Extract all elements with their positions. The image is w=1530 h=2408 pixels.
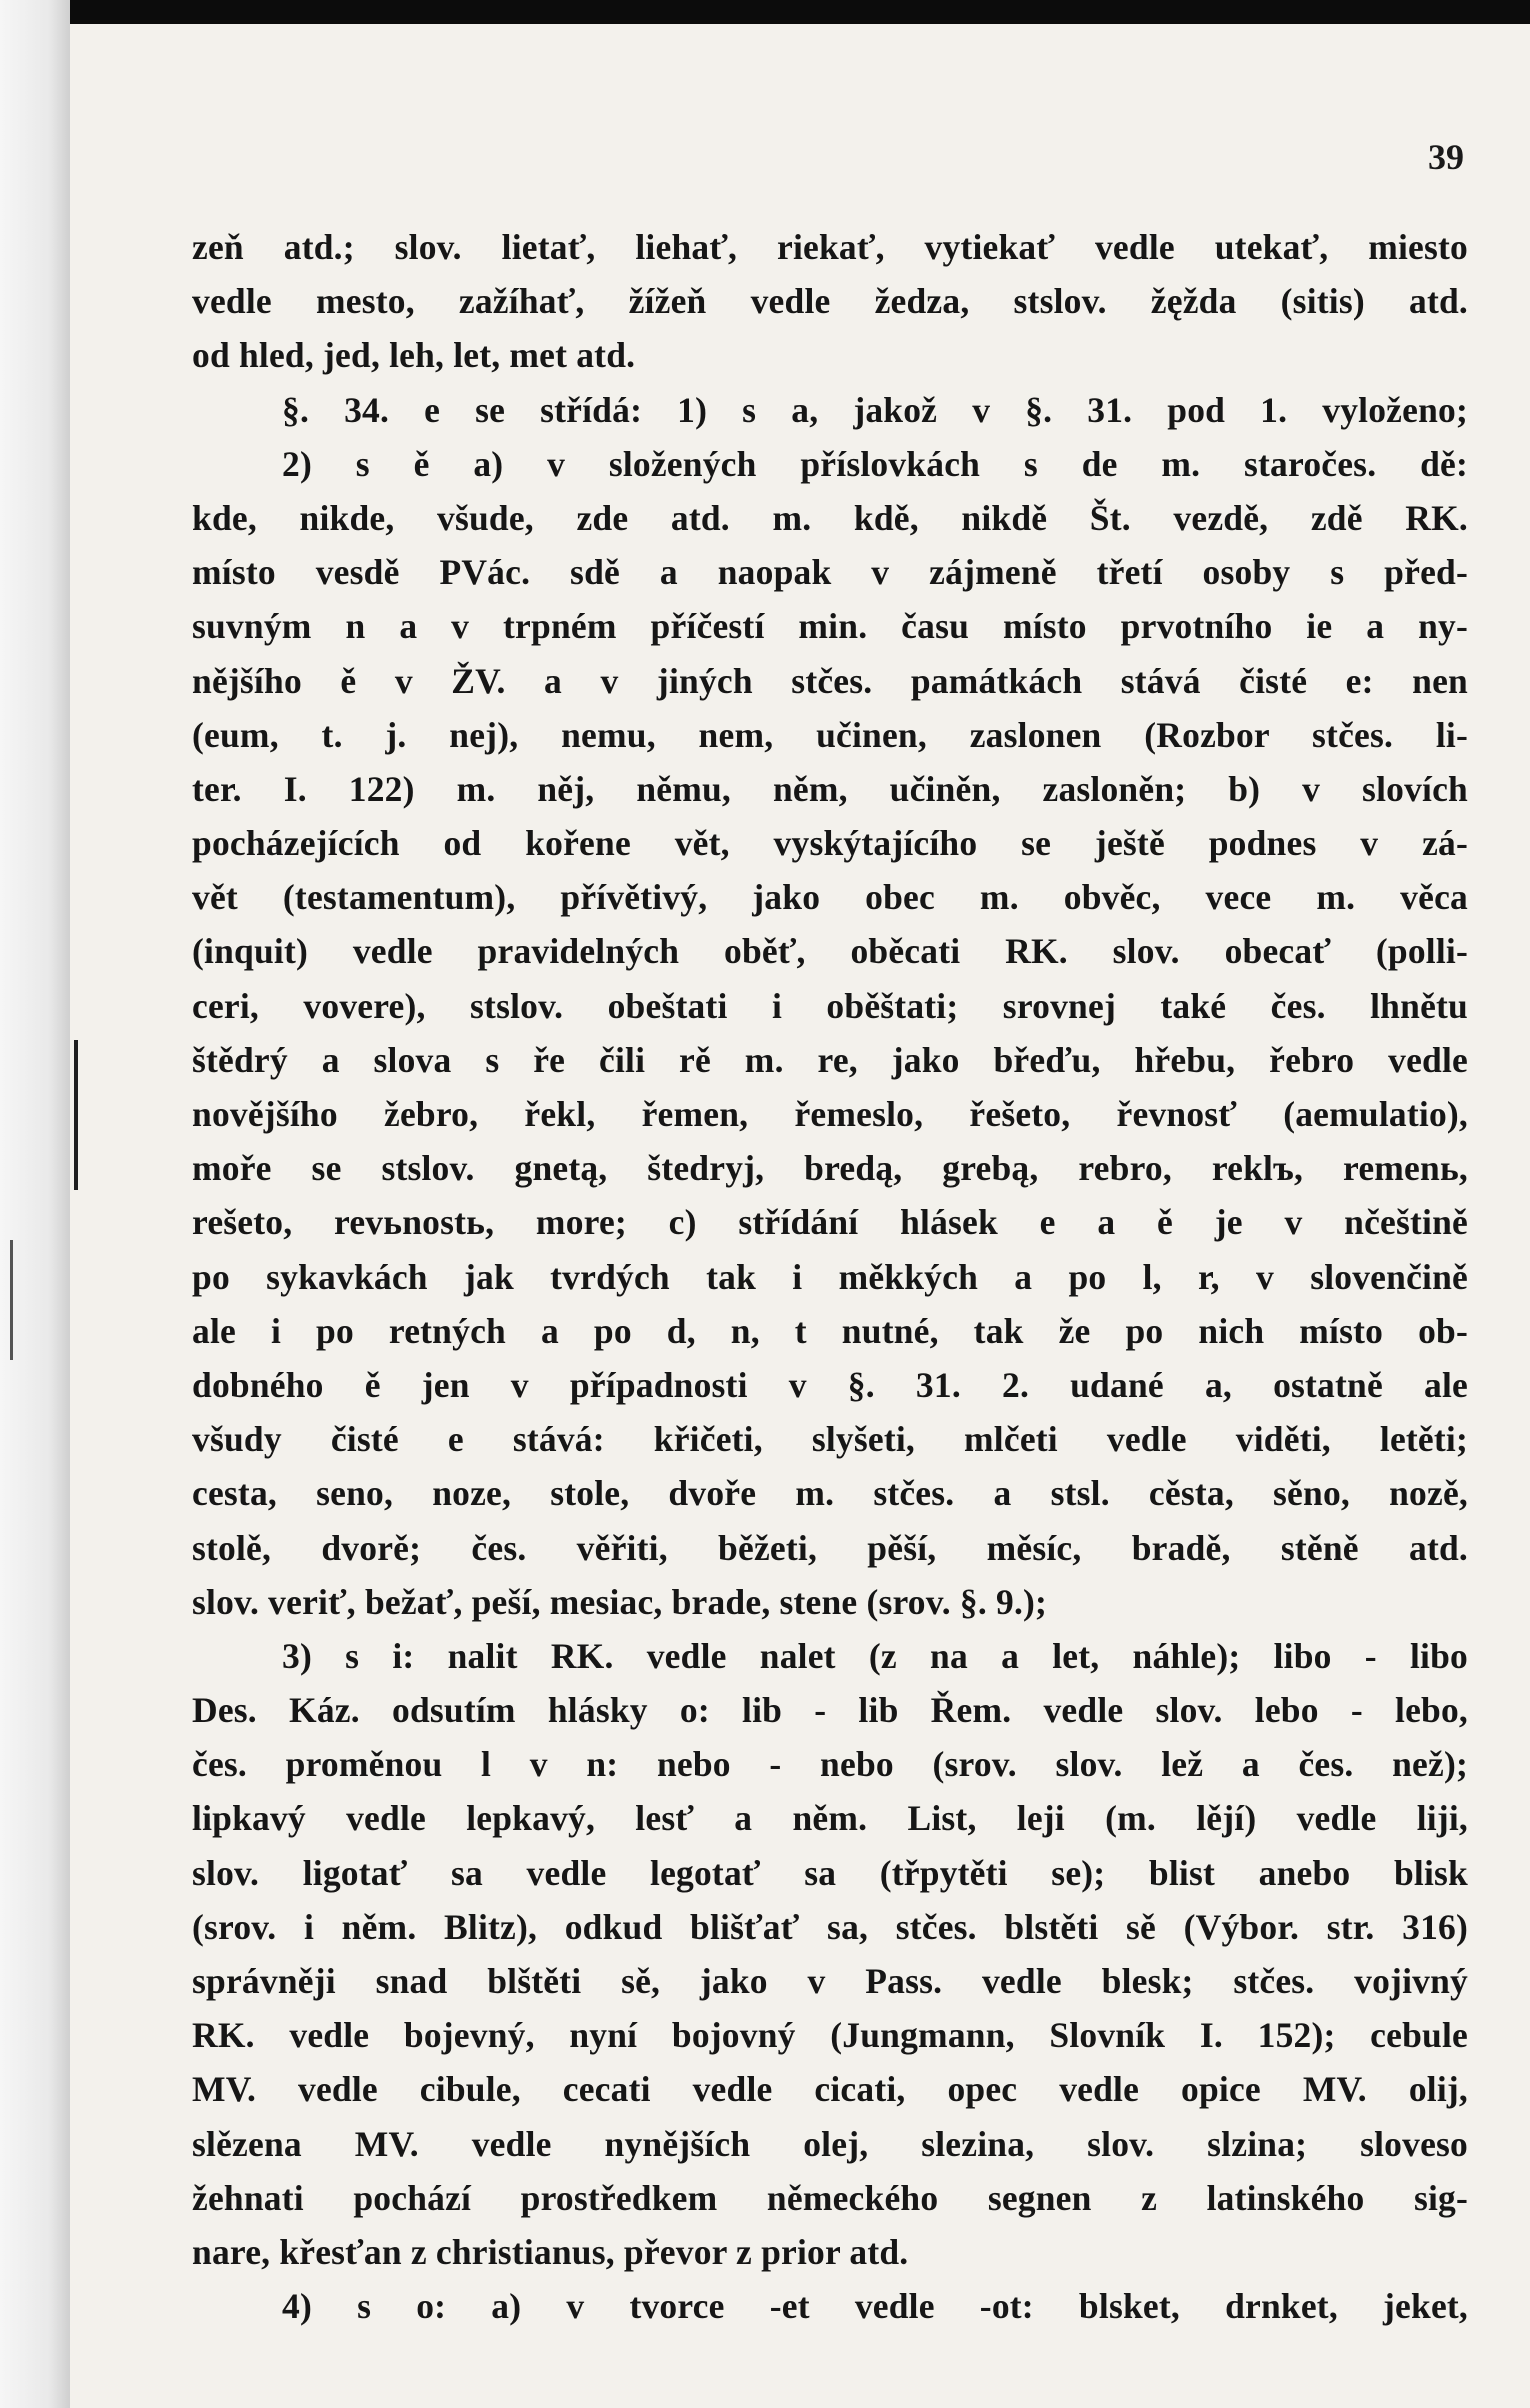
text-line: nare, křesťan z christianus, převor z prior atd. [192, 2231, 909, 2272]
text-line: moře se stslov. gnetą, štedryj, bredą, grebą, rebro, reklъ, remenь, [192, 1148, 1468, 1189]
book-page [70, 24, 1530, 2408]
text-line: (inquit) vedle pravidelných oběť, oběcati RK. slov. obecať (polli- [192, 931, 1468, 972]
text-line: vět (testamentum), přívětivý, jako obec m. obvěc, vece m. věca [192, 877, 1468, 918]
margin-mark [74, 1040, 78, 1190]
text-line: všudy čisté e stává: křičeti, slyšeti, mlčeti vedle viděti, letěti; [192, 1419, 1468, 1460]
text-line: suvným n a v trpném příčestí min. času místo prvotního ie a ny- [192, 606, 1468, 647]
text-line: ter. I. 122) m. něj, němu, něm, učiněn, zasloněn; b) v slovích [192, 768, 1468, 809]
page-text [192, 220, 1468, 2333]
text-line: čes. proměnou l v n: nebo - nebo (srov. slov. lež a čes. než); [192, 1744, 1468, 1785]
text-line: novějšího žebro, řekl, řemen, řemeslo, řešeto, řevnosť (aemulatio), [192, 1094, 1468, 1134]
text-line: zeň atd.; slov. lietať, liehať, riekať, vytiekať vedle utekať, miesto [192, 227, 1468, 267]
text-line: slězena MV. vedle nynějších olej, slezina, slov. slzina; sloveso [192, 2123, 1468, 2164]
text-line: MV. vedle cibule, cecati vedle cicati, opec vedle opice MV. olij, [192, 2069, 1468, 2110]
text-line: kde, nikde, všude, zde atd. m. kdě, nikdě Št. vezdě, zdě RK. [192, 497, 1468, 538]
text-line: 2) s ě a) v složených příslovkách s de m. staročes. dě: [282, 443, 1468, 484]
text-line: slov. veriť, bežať, peší, mesiac, brade, stene (srov. §. 9.); [192, 1581, 1048, 1622]
text-line: §. 34. e se střídá: 1) s a, jakož v §. 31. pod 1. vyloženo; [282, 389, 1468, 430]
scan-left-margin [0, 0, 70, 2408]
scan-top-border [0, 0, 1530, 24]
text-line: Des. Káz. odsutím hlásky o: lib - lib Řem. vedle slov. lebo - lebo, [192, 1690, 1468, 1731]
page-number: 39 [1428, 137, 1464, 177]
text-line: vedle mesto, zažíhať, žížeň vedle žedza, stslov. žęžda (sitis) atd. [192, 281, 1468, 322]
text-line: (eum, t. j. nej), nemu, nem, učinen, zaslonen (Rozbor stčes. li- [192, 714, 1468, 755]
text-line: RK. vedle bojevný, nyní bojovný (Jungmann, Slovník I. 152); cebule [192, 2015, 1468, 2056]
text-line: 4) s o: a) v tvorce -et vedle -ot: blsket, drnket, jeket, [282, 2286, 1468, 2327]
text-line: lipkavý vedle lepkavý, lesť a něm. List, leji (m. lějí) vedle liji, [192, 1798, 1468, 1839]
text-line: ale i po retných a po d, n, t nutné, tak že po nich místo ob- [192, 1310, 1468, 1351]
text-line: po sykavkách jak tvrdých tak i měkkých a po l, r, v slovenčině [192, 1256, 1468, 1297]
text-line: ceri, vovere), stslov. obeštati i oběštati; srovnej také čes. lhnětu [192, 985, 1468, 1026]
text-line: (srov. i něm. Blitz), odkud blišťať sa, stčes. blstěti sě (Výbor. str. 316) [192, 1906, 1468, 1947]
text-line: cesta, seno, noze, stole, dvoře m. stčes. a stsl. cěsta, sěno, nozě, [192, 1473, 1468, 1514]
text-line: žehnati pochází prostředkem německého segnen z latinského sig- [192, 2177, 1468, 2218]
text-line: rešeto, revьnostь, more; c) střídání hlásek e a ě je v nčeštině [192, 1202, 1468, 1243]
text-line: správněji snad blštěti sě, jako v Pass. vedle blesk; stčes. vojivný [192, 1961, 1468, 2001]
text-line: pocházejících od kořene vět, vyskýtajícího se ještě podnes v zá- [192, 823, 1468, 864]
text-line: 3) s i: nalit RK. vedle nalet (z na a let, náhle); libo - libo [282, 1635, 1468, 1676]
text-line: od hled, jed, leh, let, met atd. [192, 335, 636, 376]
text-line: stolě, dvorě; čes. věřiti, běžeti, pěší, měsíc, bradě, stěně atd. [192, 1527, 1468, 1568]
margin-mark [10, 1240, 13, 1360]
text-line: místo vesdě PVác. sdě a naopak v zájmeně třetí osoby s před- [192, 552, 1468, 593]
text-line: dobného ě jen v případnosti v §. 31. 2. udané a, ostatně ale [192, 1364, 1468, 1405]
text-line: nějšího ě v ŽV. a v jiných stčes. památkách stává čisté e: nen [192, 660, 1468, 701]
text-line: štědrý a slova s ře čili rě m. re, jako břeďu, hřebu, řebro vedle [192, 1039, 1468, 1080]
text-line: slov. ligotať sa vedle legotať sa (třpytěti se); blist anebo blisk [192, 1852, 1468, 1893]
